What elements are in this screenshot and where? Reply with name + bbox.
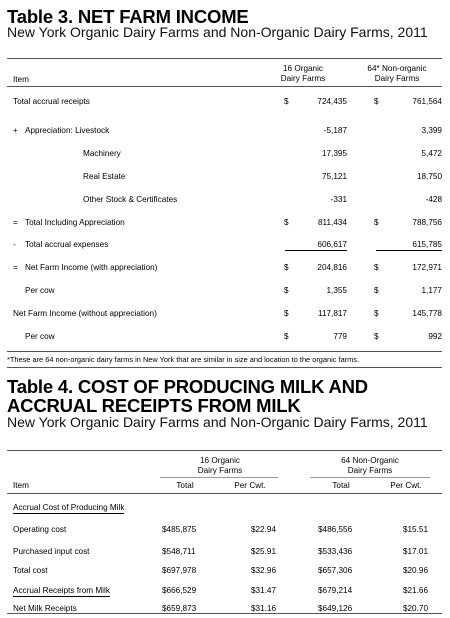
table4-row-label: Net Milk Receipts [13,604,77,613]
table3-row-organic-value: 204,816 [317,263,347,272]
table3-row-organic-value: 606,617 [285,240,347,251]
table4-row-organic-percwt: $22.94 [250,525,276,534]
table4-row-label: Operating cost [13,525,67,534]
table4-col-nonorganic-percwt: Per Cwt. [390,481,422,490]
table3-subtitle: New York Organic Dairy Farms and Non-Organic Dairy Farms, 2011 [7,24,428,40]
table3-row-prefix: = [13,263,18,272]
table3-row-nonorganic-dollar: $ [374,218,379,227]
table3-col-nonorganic-1: 64* Non-organic [367,64,427,73]
table4-row-organic-total: $697,978 [162,566,197,575]
table3-row-label: Total accrual receipts [13,97,90,106]
table4-row-nonorganic-total: $649,126 [318,604,353,613]
table3-row-prefix: = [13,218,18,227]
table4-row-organic-total: $666,529 [162,586,197,595]
table3-title: Table 3. NET FARM INCOME [7,6,249,27]
table3-row-organic-dollar: $ [284,309,289,318]
table3-bottom-rule [7,351,442,352]
table3-row-nonorganic-value: 18,750 [416,172,442,181]
table3-row-label: Real Estate [83,172,126,181]
table3-row-nonorganic-value: 615,785 [376,240,442,251]
table3-row-nonorganic-dollar: $ [374,309,379,318]
table4-group-nonorganic-2: Dairy Farms [347,466,393,475]
table4-title-line2: ACCRUAL RECEIPTS FROM MILK [7,395,301,416]
table4-subtitle: New York Organic Dairy Farms and Non-Organic Dairy Farms, 2011 [7,414,428,430]
table3-row-organic-value: 1,355 [326,286,347,295]
table4-bottom-rule [7,613,442,614]
table3-row-label: Net Farm Income (with appreciation) [25,263,158,272]
table3-row-nonorganic-dollar: $ [374,97,379,106]
table3-row-label: Machinery [83,149,121,158]
table4-row-nonorganic-percwt: $17.01 [402,547,428,556]
table3-top-rule [7,58,442,59]
table3-row-label: Per cow [25,286,55,295]
table4-group-nonorganic-rule [310,477,430,478]
table4-group-nonorganic-1: 64 Non-Organic [341,456,399,465]
table3-footnote: *These are 64 non-organic dairy farms in New York that are similar in size and location to the organic farms. [7,355,360,364]
table4-row-label: Accrual Receipts from Milk [13,586,110,595]
table3-col-nonorganic-2: Dairy Farms [374,74,420,83]
table3-row-organic-value: 75,121 [321,172,347,181]
table3-row-nonorganic-value: 145,778 [412,309,442,318]
table3-row-nonorganic-value: 788,756 [412,218,442,227]
table3-row-nonorganic-value: 992 [428,332,442,341]
table3-row-nonorganic-value: 5,472 [421,149,442,158]
table3-row-label: Total Including Appreciation [25,218,125,227]
table4-row-nonorganic-total: $533,436 [318,547,353,556]
table4-row-organic-total: $485,875 [162,525,197,534]
table4-row-nonorganic-total: $679,214 [318,586,353,595]
table3-row-label: Total accrual expenses [25,240,109,249]
table3-row-organic-value: -5,187 [323,126,347,135]
table3-row-label: Appreciation: Livestock [25,126,110,135]
table4-row-nonorganic-total: $657,306 [318,566,353,575]
table3-row-nonorganic-value: -428 [425,195,442,204]
table4-row-organic-total: $548,711 [162,547,196,556]
table4-top-rule [7,450,442,451]
table3-row-nonorganic-value: 172,971 [412,263,442,272]
table4-row-organic-percwt: $31.47 [250,586,276,595]
table3-row-organic-value: 811,434 [318,218,347,227]
table4-col-organic-percwt: Per Cwt. [234,481,266,490]
table3-row-prefix: - [13,240,16,249]
table3-col-organic-2: Dairy Farms [280,74,326,83]
table3-row-organic-value: 17,395 [321,149,347,158]
table3-row-prefix: + [13,126,18,135]
table3-row-organic-value: 779 [333,332,347,341]
table3-row-nonorganic-dollar: $ [374,263,379,272]
table3-row-label: Net Farm Income (without appreciation) [13,309,157,318]
table3-col-organic-1: 16 Organic [282,64,324,73]
table3-row-organic-value: 724,435 [317,97,347,106]
table3-row-organic-dollar: $ [284,97,289,106]
table3-row-label: Other Stock & Certificates [83,195,178,204]
table3-row-organic-dollar: $ [284,263,289,272]
table3-row-nonorganic-value: 3,399 [421,126,442,135]
table4-row-nonorganic-percwt: $20.96 [402,566,428,575]
table4-row-organic-percwt: $25.91 [250,547,276,556]
table4-group-organic-1: 16 Organic [199,456,241,465]
table4-row-organic-total: $659,873 [162,604,197,613]
table4-col-organic-total: Total [176,481,194,490]
table3-row-organic-value: 117,817 [318,309,347,318]
table4-row-nonorganic-percwt: $21.66 [402,586,428,595]
table3-row-organic-dollar: $ [284,218,289,227]
table3-row-nonorganic-dollar: $ [374,286,379,295]
table3-row-nonorganic-value: 1,177 [421,286,442,295]
table4-row-organic-percwt: $31.16 [250,604,276,613]
table3-row-label: Per cow [25,332,55,341]
table4-row-label: Accrual Cost of Producing Milk [13,503,125,512]
table4-col-item: Item [13,481,29,490]
table4-row-nonorganic-percwt: $20.70 [402,604,428,613]
table4-group-organic-2: Dairy Farms [197,466,243,475]
table3-row-organic-dollar: $ [284,286,289,295]
table4-col-nonorganic-total: Total [332,481,350,490]
table3-row-nonorganic-dollar: $ [374,332,379,341]
table3-col-item: Item [13,75,29,84]
table3-row-organic-value: -331 [330,195,347,204]
table4-header-rule [7,493,442,494]
table4-title-line1: Table 4. COST OF PRODUCING MILK AND [7,376,368,397]
table3-row-organic-dollar: $ [284,332,289,341]
table3-row-nonorganic-value: 761,564 [412,97,442,106]
table4-row-nonorganic-percwt: $15.51 [402,525,428,534]
table4-row-label: Purchased input cost [13,547,90,556]
table4-row-organic-percwt: $32.96 [250,566,276,575]
table4-row-label: Total cost [13,566,48,575]
table4-row-nonorganic-total: $486,556 [318,525,353,534]
table4-group-organic-rule [160,477,278,478]
table3-footnote-rule [7,367,442,368]
table3-header-rule [7,86,442,87]
